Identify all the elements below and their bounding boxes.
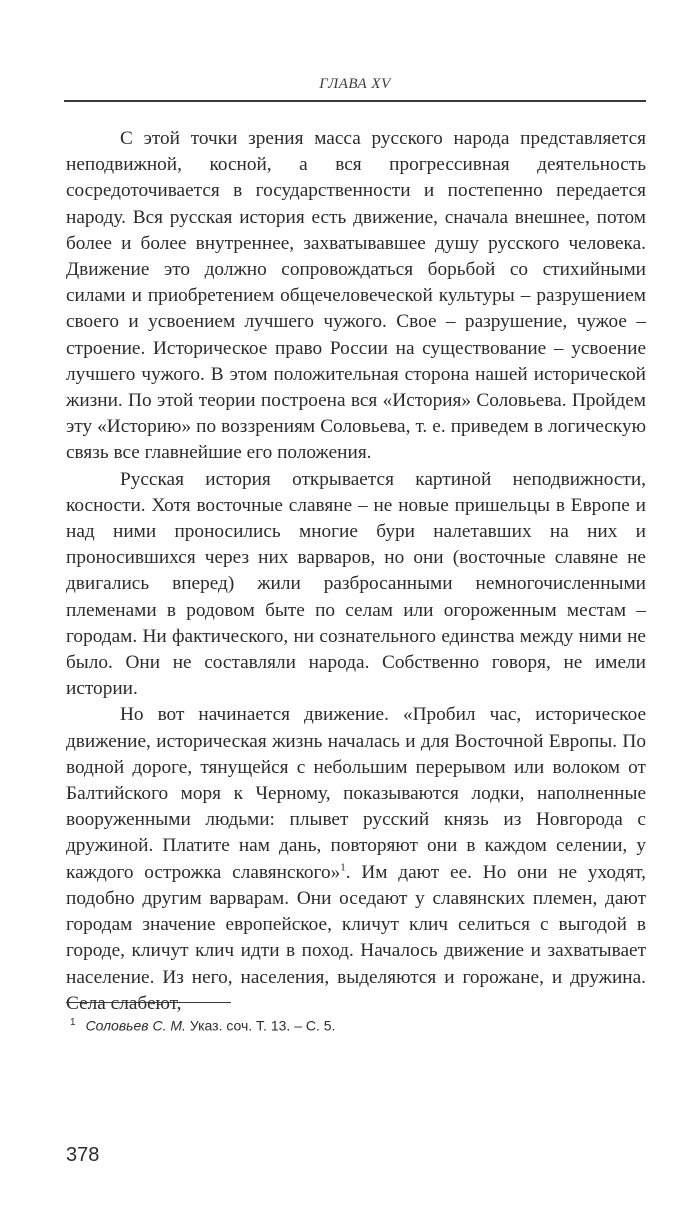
main-text: [66, 126, 646, 1017]
paragraph-3: [66, 702, 646, 1016]
paragraph-3-text-before: Но вот начинается движение. «Пробил час, историческое движение, историческая жизнь началась и для Восточной Европы. По водной дороге, тянущейся с небольшим перерывом или волоком от Балтийского моря к Черному, показываются лодки, наполненные вооруженными людьми: плывет русский князь из Новгорода с дружиной. Платите нам дань, повторяют они в каждом селении, у каждого острожка славянского»: [66, 704, 646, 883]
page-number: 378: [66, 1144, 100, 1166]
paragraph-2: Русская история открывается картиной неподвижности, косности. Хотя восточные славяне – не новые пришельцы в Европе и над ними проносились многие бури налетавших на них и проносившихся через них варваров, но они (восточные славяне не двигались вперед) жили разбросанными немногочисленными племенами в родовом быте по селам или огороженным местам – городам. Ни фактического, ни сознательного единства между ними не было. Они не составляли народа. Собственно говоря, не имели истории.: [66, 468, 646, 700]
chapter-title: ГЛАВА XV: [319, 76, 391, 92]
footnote-text: Указ. соч. Т. 13. – С. 5.: [185, 1017, 336, 1034]
paragraph-1: С этой точки зрения масса русского народа представляется неподвижной, косной, а вся прогрессивная деятельность сосредоточивается в государственности и постепенно передается народу. Вся русская история есть движение, сначала внешнее, потом более и более внутреннее, захватывавшее душу русского человека. Движение это должно сопровождаться борьбой со стихийными силами и приобретением общечеловеческой культуры – разрушением своего и усвоением лучшего чужого. Свое – разрушение, чужое – строение. Историческое право России на существование – усвоение лучшего чужого. В этом положительная сторона нашей исторической жизни. По этой теории построена вся «История» Соловьева. Пройдем эту «Историю» по воззрениям Соловьева, т. е. приведем в логическую связь все главнейшие его положения.: [66, 128, 646, 464]
paragraph-3-text-after: . Им дают ее. Но они не уходят, подобно другим варварам. Они оседают у славянских племен, дают городам значение европейское, кличут клич селиться с выгодой в городе, кличут клич идти в поход. Началось движение и захватывает население. Из него, населения, выделяются и горожане, и дружина. Села слабеют,: [66, 861, 646, 1014]
footnote-mark: 1: [70, 1017, 76, 1028]
footnote: [66, 1014, 646, 1035]
footnote-divider: [66, 1002, 231, 1003]
footnote-author: Соловьев С. М.: [85, 1017, 186, 1034]
running-header: [64, 74, 646, 102]
footnote-reference[interactable]: 1: [340, 861, 346, 874]
